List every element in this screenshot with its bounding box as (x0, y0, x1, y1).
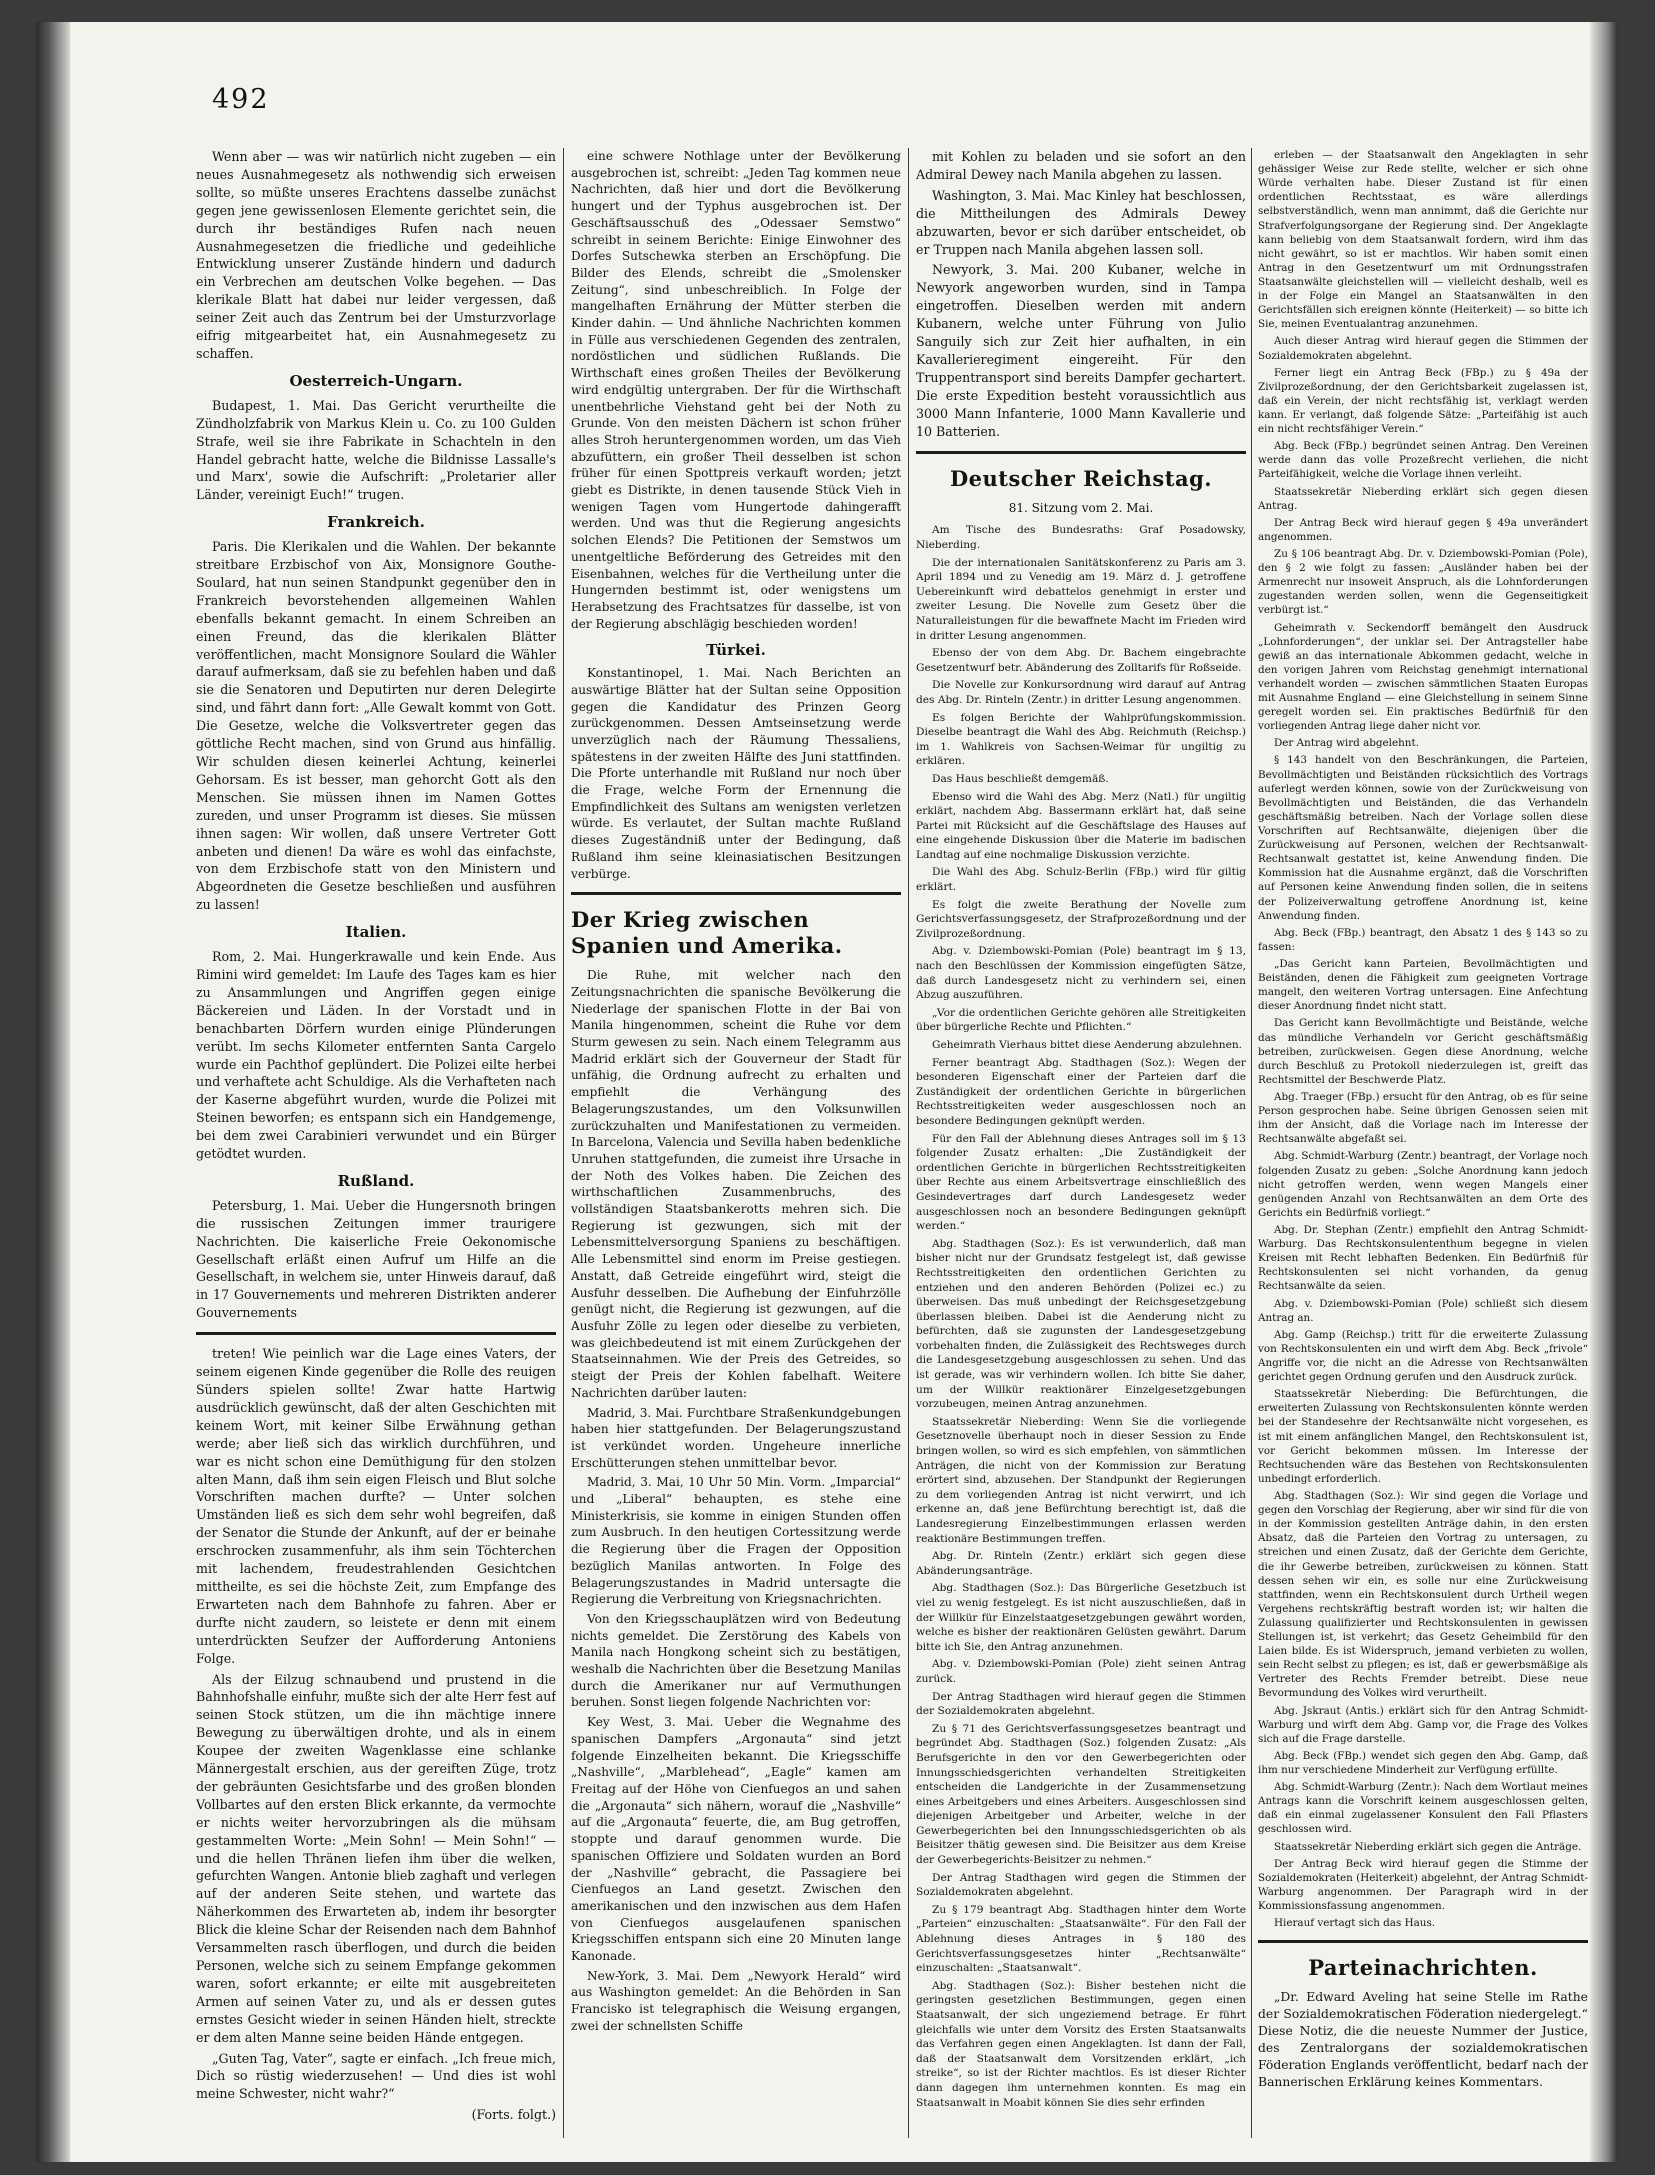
report-paragraph: Abg. Schmidt-Warburg (Zentr.): Nach dem Wortlaut meines Antrags kann die Vorschrift keinem ausgeschlossen gelten, daß ein einmal zugelassener Konsulent den Fall Pflasters geschlossen wird. (1258, 1781, 1588, 1836)
report-paragraph: Abg. Schmidt-Warburg (Zentr.) beantragt, der Vorlage noch folgenden Zusatz zu geben: „Solche Anordnung kann jedoch nicht getroffen werden, wenn wegen Mangels einer genügenden Anzahl von Rechtsanwälten an dem Orte des Gerichts ein Bedürfniß vorliegt.“ (1258, 1150, 1588, 1219)
report-paragraph: Abg. Beck (FBp.) begründet seinen Antrag. Den Vereinen werde dann das volle Prozeßrecht verliehen, die nicht Parteifähigkeit, welche die Vorlage ihnen verleiht. (1258, 440, 1588, 481)
report-paragraph: Hierauf vertagt sich das Haus. (1274, 1917, 1436, 1930)
report-paragraph: Staatssekretär Nieberding erklärt sich gegen diesen Antrag. (1258, 485, 1588, 512)
session-line: 81. Sitzung vom 2. Mai. (1008, 500, 1154, 515)
page-number: 492 (212, 84, 270, 115)
report-paragraph: Abg. Traeger (FBp.) ersucht für den Antrag, ob es für seine Person gesprochen habe. Seine übrigen Genossen seien mit ihm der Ansicht, daß die Vorlage nach im Interesse der Rechtsanwälte abgefaßt sei. (1258, 1091, 1588, 1146)
report-paragraph: Abg. Dr. Rinteln (Zentr.) erklärt sich gegen diese Abänderungsanträge. (916, 1550, 1246, 1577)
report-paragraph: Ebenso der von dem Abg. Dr. Bachem eingebrachte Gesetzentwurf betr. Abänderung des Zolltarifs für Roßseide. (916, 647, 1246, 674)
column-rule (908, 148, 909, 2138)
report-paragraph: Abg. Jskraut (Antis.) erklärt sich für den Antrag Schmidt-Warburg und wirft dem Abg. Gamp vor, die Frage des Volkes sich auf die Frage darstelle. (1258, 1704, 1588, 1745)
column-rule (563, 148, 564, 2138)
column-1 (196, 148, 556, 2138)
report-paragraph: Am Tische des Bundesraths: Graf Posadowsky, Nieberding. (916, 524, 1246, 551)
section-divider (916, 451, 1246, 454)
article-paragraph: Petersburg, 1. Mai. Ueber die Hungersnoth bringen die russischen Zeitungen immer traurigere Nachrichten. Die kaiserliche Freie Oekonomische Gesellschaft erläßt einen Aufruf um Hilfe an die Gesellschaft, in welchem sie, unter Hinweis darauf, daß in 17 Gouvernements und mehreren Distrikten anderer Gouvernements (196, 1197, 556, 1321)
report-paragraph: Abg. Stadthagen (Soz.): Es ist verwunderlich, daß man bisher nicht nur der Grundsatz festgelegt ist, daß gewisse Rechtsstreitigkeiten den ordentlichen Gerichten zu entziehen und den anderen Behörden (Polizei ec.) zu überweisen. Das muß unbedingt der Reichsgesetzgebung überlassen bleiben. Dabei ist die Aenderung nicht zu befürchten, daß sie zugunsten der Landesgesetzgebung vorbehalten finden, die Zulässigkeit des Rechtsweges durch die Landesgesetzgebung ausgeschlossen zu sehen. Und das ist gerade, was wir verhindern wollen. Ich bitte Sie daher, um der Willkür reaktionärer Einzelgesetzgebungen vorzubeugen, meinen Antrag anzunehmen. (916, 1237, 1246, 1411)
report-paragraph: § 143 handelt von den Beschränkungen, die Parteien, Bevollmächtigten und Beiständen rücksichtlich des Vortrags auferlegt werden können, sowie von der Zurückweisung von Bevollmächtigten und Beiständen, die das Verhandeln geschäftsmäßig betreiben. Nach der Vorlage sollen diese Vorschriften auf Rechtsanwälte, diejenigen über die Zurückweisung auf Personen, welchen der Rechtsanwalt-Rechtsanwalt gestattet ist, keine Anwendung finden. Die Kommission hat die Ausnahme ergänzt, daß die Vorschriften auf Personen keine Anwendung finden sollen, die in seitens der Polizeiverwaltung getroffene Anordnung ist, keine Anwendung finden. (1258, 754, 1588, 922)
article-headline: Parteinachrichten. (1308, 1955, 1538, 1981)
article-headline: Der Krieg zwischen Spanien und Amerika. (571, 907, 843, 959)
reichstag-report (916, 523, 1246, 2110)
report-paragraph: Es folgen Berichte der Wahlprüfungskommission. Dieselbe beantragt die Wahl des Abg. Reichmuth (Reichsp.) im 1. Wahlkreis von Sachsen-Weimar für ungiltig zu erklären. (916, 711, 1246, 768)
page-edge-shadow (1590, 22, 1618, 2162)
report-paragraph: Abg. Stadthagen (Soz.): Das Bürgerliche Gesetzbuch ist viel zu wenig festgelegt. Es ist nicht auszuschließen, daß in der Willkür für Einzelstaatgesetzgebungen gewährt worden, welche es bisher der reaktionären Gelüsten gewährt. Darum bitte ich Sie, den Antrag anzunehmen. (916, 1582, 1246, 1653)
article-paragraph: Rom, 2. Mai. Hungerkrawalle und kein Ende. Aus Rimini wird gemeldet: Im Laufe des Tages kam es hier zu Ansammlungen und Angriffen gegen einige Bäckereien und Läden. In der Vorstadt und in benachbarten Dörfern wurden einige Plünderungen verübt. Im sechs Kilometer entfernten Santa Cargelo wurde ein Pachthof geplündert. Die Polizei eilte herbei und verhaftete acht Schuldige. Als die Verhafteten nach der Kaserne abgeführt wurden, wurde die Polizei mit Steinen beworfen; es entspann sich ein Handgemenge, bei dem zwei Carabinieri verwundet und ein Bürger getödtet wurden. (196, 949, 556, 1162)
report-paragraph: Der Antrag Stadthagen wird hierauf gegen die Stimmen der Sozialdemokraten abgelehnt. (916, 1690, 1246, 1718)
report-paragraph: Abg. Dr. Stephan (Zentr.) empfiehlt den Antrag Schmidt-Warburg. Das Rechtskonsulententhum begegne in vielen Kreisen mit Recht lebhaften Bedenken. Ein Bedürfniß für Rechtskonsulenten sei nicht vorhanden, da genug Rechtsanwälte da seien. (1258, 1223, 1588, 1293)
report-paragraph: „Vor die ordentlichen Gerichte gehören alle Streitigkeiten über bürgerliche Rechte und Pflichten.“ (916, 1006, 1246, 1034)
report-paragraph: Der Antrag wird abgelehnt. (1274, 737, 1419, 750)
section-heading: Frankreich. (327, 513, 425, 532)
article-paragraph: Madrid, 3. Mai, 10 Uhr 50 Min. Vorm. „Imparcial“ und „Liberal“ behaupten, es stehe eine Ministerkrisis, sie komme in einigen Stunden offen zum Ausbruch. In den heutigen Cortessitzung werde die Regierung über die Fragen der Opposition bezüglich Manilas antworten. In Folge des Belagerungszustandes in Madrid untersagte die Regierung die Verbreitung von Kriegsnachrichten. (571, 1475, 901, 1607)
report-paragraph: Zu § 71 des Gerichtsverfassungsgesetzes beantragt und begründet Abg. Stadthagen (Soz.) folgenden Zusatz: „Als Berufsgerichte in den vor den Gewerbegerichten oder Innungsschiedsgerichten verhandelten Streitigkeiten entscheiden die Landgerichte in der Zusammensetzung eines Arbeitgebers und eines Arbeiters. Ausgeschlossen sind diejenigen Arbeitgeber und Arbeiter, welche in der Gewerbegerichten bei den Innungsschiedsgerichten ob als Beisitzer thätig gewesen sind. Die Beisitzer aus dem Kreise der Gewerbegerichts-Beisitzer zu nehmen.“ (916, 1722, 1246, 1867)
report-paragraph: „Das Gericht kann Parteien, Bevollmächtigten und Beiständen, denen die Fähigkeit zum geeigneten Vortrage mangelt, den weiteren Vortrag untersagen. Eine Anfechtung dieser Anordnung findet nicht statt. (1258, 958, 1588, 1013)
report-paragraph: Abg. v. Dziembowski-Pomian (Pole) zieht seinen Antrag zurück. (916, 1658, 1246, 1685)
feuilleton-divider (196, 1332, 556, 1335)
report-paragraph: Abg. Beck (FBp.) wendet sich gegen den Abg. Gamp, daß ihm nur verschiedene Minderheit zur Verfügung erfüllte. (1258, 1749, 1588, 1777)
report-paragraph: Abg. v. Dziembowski-Pomian (Pole) beantragt im § 13, nach den Beschlüssen der Kommission eingefügten Sätze, daß durch Landesgesetz nicht zu verhindern sei, einen Abzug auszuführen. (916, 945, 1246, 1002)
article-paragraph: Die Ruhe, mit welcher nach den Zeitungsnachrichten die spanische Bevölkerung die Niederlage der spanischen Flotte in der Bai von Manila hingenommen, scheint die Ruhe vor dem Sturm gewesen zu sein. Nach einem Telegramm aus Madrid erklärt sich der Gouverneur der Stadt für unfähig, die Ordnung aufrecht zu erhalten und empfiehlt die Verhängung des Belagerungszustandes, um den Volksunwillen zurückzuhalten und Manifestationen zu vermeiden. In Barcelona, Valencia und Sevilla haben bedenkliche Unruhen stattgefunden, die zumeist ihre Ursache in der Noth des Volkes haben. Die Zeichen des wirthschaftlichen Zusammenbruchs, des vollständigen Staatsbankerotts mehren sich. Die Regierung ist gezwungen, sich mit der Lebensmittelversorgung Spaniens zu beschäftigen. Alle Lebensmittel sind enorm im Preise gestiegen. Anstatt, daß Getreide eingeführt wird, steigt die Ausfuhr desselben. Die Aufhebung der Einfuhrzölle genügt nicht, die Regierung ist gezwungen, auf die Ausfuhr Zölle zu legen oder dieselbe zu verbieten, was gleichbedeutend ist mit einem Zurückgehen der Staatseinnahmen. Wie der Preis des Getreides, so steigt der Preis der Kohlen fabelhaft. Weitere Nachrichten darüber lauten: (571, 968, 901, 1400)
article-paragraph: Key West, 3. Mai. Ueber die Wegnahme des spanischen Dampfers „Argonauta“ sind jetzt folgende Einzelheiten bekannt. Die Kriegsschiffe „Nashville“, „Marblehead“, „Eagle“ kamen am Freitag auf der Höhe von Cienfuegos an und sahen die „Argonauta“ sich nähern, worauf die „Nashville“ auf die „Argonauta“ feuerte, die, am Bug getroffen, stoppte und darauf genommen wurde. Die spanischen Offiziere und Soldaten wurden an Bord der „Nashville“ gebracht, die Passagiere bei Cienfuegos an Land gesetzt. Zwischen den amerikanischen und den inzwischen aus dem Hafen von Cienfuegos ausgelaufenen spanischen Kriegsschiffen entspann sich eine 20 Minuten lange Kanonade. (571, 1715, 901, 1964)
article-paragraph: Paris. Die Klerikalen und die Wahlen. Der bekannte streitbare Erzbischof von Aix, Monsignore Gouthe-Soulard, hat nun seinen Standpunkt gegenüber den in Frankreich bevorstehenden allgemeinen Wahlen ebenfalls bekannt gemacht. In einem Schreiben an einen Freund, das die klerikalen Blätter veröffentlichen, macht Monsignore Soulard die Wähler darauf aufmerksam, daß sie zu befehlen haben und daß sie die Senatoren und Deputirten nur deren Delegirte sind, und fährt dann fort: „Alle Gewalt kommt von Gott. Die Gesetze, welche die Volksvertreter gegen das göttliche Recht machen, sind von Grund aus hinfällig. Wir schulden diesen keinerlei Achtung, keinerlei Gehorsam. Es ist besser, man gehorcht Gott als den Menschen. Sie müssen ihnen im Namen Gottes zureden, und unser Programm ist dieses. Sie müssen ihnen sagen: Wir wollen, daß unsere Vertreter Gott anbeten und dienen! Da wäre es wohl das einfachste, von dem Erzbischofe statt von den Ministern und Abgeordneten die Gesetze beschließen und ausführen zu lassen! (196, 539, 556, 913)
section-heading: Rußland. (337, 1171, 415, 1190)
article-paragraph: Wenn aber — was wir natürlich nicht zugeben — ein neues Ausnahmegesetz als nothwendig sich erweisen sollte, so müßte unseres Erachtens dasselbe zunächst gegen jene gewissenlosen Elemente gerichtet sein, die durch ihr beständiges Rufen nach neuen Ausnahmegesetzen die friedliche und gedeihliche Entwicklung unserer Zustände hindern und dadurch ein Verbrechen am deutschen Volke begehen. — Das klerikale Blatt hat dabei nur leider vergessen, daß seiner Zeit auch das Zentrum bei der Umsturzvorlage eifrig mitgearbeitet hat, ein Ausnahmegesetz zu schaffen. (196, 149, 556, 361)
continuation-note: (Forts. folgt.) (471, 2107, 556, 2123)
article-paragraph: Budapest, 1. Mai. Das Gericht verurtheilte die Zündholzfabrik von Markus Klein u. Co. zu 100 Gulden Strafe, weil sie ihre Fabrikate in Schachteln in den Handel gebracht hatte, welche die Bildnisse Lassalle's und Marx', sowie die Aufschrift: „Proletarier aller Länder, vereinigt Euch!“ trugen. (196, 397, 556, 503)
feuilleton-paragraph: „Guten Tag, Vater“, sagte er einfach. „Ich freue mich, Dich so rüstig wiederzusehen! — Und dies ist wohl meine Schwester, nicht wahr?“ (196, 2050, 556, 2102)
report-paragraph: Es folgt die zweite Berathung der Novelle zum Gerichtsverfassungsgesetz, der Strafprozeßordnung und der Zivilprozeßordnung. (916, 898, 1246, 940)
column-4 (1258, 148, 1588, 2138)
report-paragraph: Für den Fall der Ablehnung dieses Antrages soll im § 13 folgender Zusatz erhalten: „Die Zuständigkeit der ordentlichen Gerichte in bürgerlichen Rechtsstreitigkeiten über Rechte aus einem Arbeitsvertrage einschließlich des Gesindevertrages darf durch Landesgesetz weder ausgeschlossen noch an besondere Bedingungen geknüpft werden.“ (916, 1132, 1246, 1233)
feuilleton-paragraph: Als der Eilzug schnaubend und prustend in die Bahnhofshalle einfuhr, mußte sich der alte Herr fest auf seinen Stock stützen, um die ihn mächtige innere Bewegung zu überwältigen drohte, und als in einem Koupee der zweiten Wagenklasse eine schlanke Männergestalt erschien, aus der gereiften Züge, trotz der gebräunten Gesichtsfarbe und des großen blonden Vollbartes auf den ersten Blick erkannte, da vermochte er nichts weiter hervorzubringen als die mühsam gestammelten Worte: „Mein Sohn! — Mein Sohn!“ — und die hellen Thränen liefen ihm über die welken, gefurchten Wangen. Antonie blieb zaghaft und verlegen auf der anderen Seite stehen, und wartete das Näherkommen des Erwarteten ab, indem ihr besorgter Blick die kleine Schar der Reisenden nach dem Bahnhof Versammelten rasch überflogen, und durch die beiden Personen, welche sich zu seinem Empfange gekommen waren, sofort erkannte; er eilte mit ausgebreiteten Armen auf seinen Vater zu, und als er dessen gutes ernstes Gesicht wieder in seinen Händen hielt, streckte er dem alten Manne seine beiden Hände entgegen. (196, 1671, 556, 2045)
article-paragraph: „Dr. Edward Aveling hat seine Stelle im Rathe der Sozialdemokratischen Föderation niedergelegt.“ Diese Notiz, die die neueste Nummer der Justice, des Zentralorgans der sozialdemokratischen Föderation Englands veröffentlicht, bedarf nach der Bannerischen Erklärung keines Kommentars. (1258, 1990, 1588, 2090)
report-paragraph: Geheimrath v. Seckendorff bemängelt den Ausdruck „Lohnforderungen“, der unklar sei. Der Antragsteller habe gewiß an das internationale Abkommen gedacht, welche in den vorigen Jahren vom Reichstag genehmigt international verhandelt worden — zwischen sämmtlichen Staaten Europas mit Ausnahme England — eine Gleichstellung in seinem Sinne geregelt worden sei. Ein praktisches Bedürfniß für den vorliegenden Antrag liege daher nicht vor. (1258, 621, 1588, 733)
section-divider (571, 892, 901, 895)
binding-shadow (36, 22, 70, 2162)
report-paragraph: Der Antrag Stadthagen wird gegen die Stimmen der Sozialdemokraten abgelehnt. (916, 1871, 1246, 1899)
article-paragraph: mit Kohlen zu beladen und sie sofort an den Admiral Dewey nach Manila abgehen zu lassen. (916, 149, 1246, 182)
report-paragraph: Staatssekretär Nieberding erklärt sich gegen die Anträge. (1274, 1840, 1582, 1853)
report-paragraph: Die der internationalen Sanitätskonferenz zu Paris am 3. April 1894 und zu Venedig am 19. März d. J. getroffene Uebereinkunft wird debattelos genehmigt in erster und zweiter Lesung. Die Novelle zum Gesetz über die Naturalleistungen für die bewaffnete Macht im Frieden wird in dritter Lesung angenommen. (916, 556, 1246, 642)
report-paragraph: Abg. Stadthagen (Soz.): Wir sind gegen die Vorlage und gegen den Vorschlag der Regierung, aber wir sind für die von in der Kommission gestellten Anträge dahin, in den ersten Absatz, daß die Parteien den Vortrag zu untersagen, zu streichen und einen Zusatz, daß der Gerichte dem Gerichte, die ihr Gewerbe betreiben, zurückweisen zu können. Statt dessen sehen wir ein, es solle nur eine Zurückweisung stattfinden, wenn ein Rechtskonsulent durch Urtheil wegen Vergehens rechtskräftig bestraft worden ist; wir halten die Zulassung qualifizierter und Rechtskonsulenten in gewissen Stellungen ist, ist verkehrt; das Gesetz Geheimbild für den Laien bilde. Es ist Widerspruch, jemand verbieten zu wollen, sein Recht selbst zu pflegen; es ist, daß er gewerbsmäßige als Vertreter des Rechts Fremder betreibt. Diese neue Bevormundung des Volkes wird verurtheilt. (1258, 1489, 1588, 1700)
report-paragraph: Der Antrag Beck wird hierauf gegen § 49a unverändert angenommen. (1258, 516, 1588, 543)
article-paragraph: Konstantinopel, 1. Mai. Nach Berichten an auswärtige Blätter hat der Sultan seine Opposition gegen die Kandidatur des Prinzen Georg zurückgenommen. Dessen Amtseinsetzung werde unverzüglich nach der Räumung Thessaliens, spätestens in der zweiten Hälfte des Juni stattfinden. Die Pforte unterhandle mit Rußland nur noch über die Frage, welche Form der Ernennung die Empfindlichkeit des Sultans am wenigsten verletzen würde. Es verlautet, der Sultan machte Rußland dieses Zugeständniß unter der Bedingung, daß Rußland ihm seine kleinasiatischen Besitzungen verbürge. (571, 666, 901, 881)
report-paragraph: Die Novelle zur Konkursordnung wird darauf auf Antrag des Abg. Dr. Rinteln (Zentr.) in dritter Lesung angenommen. (916, 679, 1246, 706)
reichstag-report-continued (1258, 148, 1588, 1930)
section-heading: Oesterreich-Ungarn. (289, 371, 463, 390)
report-paragraph: erleben — der Staatsanwalt den Angeklagten in sehr gehässiger Weise zur Rede stellte, welcher er sich ohne Würde verhalten habe. Dieser Zustand ist für einen ordentlichen Rechtsstaat, es wäre allerdings selbstverständlich, wenn man annimmt, daß die Gerichte nur Strafverfolgungsorgane der Regierung sind. Der Angeklagte kann beliebig von dem Staatsanwalt fordern, wird ihm das nicht gewährt, so ist er machtlos. Wir haben somit einen Antrag in den Gesetzentwurf um mit Ordnungsstrafen Staatsanwälte gleichstellen will — vielleicht deshalb, weil es in der Folge ein Mangel an Staatsanwälten in den Gerichtsfällen sich ereignen könnte (Heiterkeit) — so bitte ich Sie, meinen Eventualantrag anzunehmen. (1258, 149, 1588, 331)
article-paragraph: New-York, 3. Mai. Dem „Newyork Herald“ wird aus Washington gemeldet: An die Behörden in San Francisko ist telegraphisch die Weisung ergangen, zwei der schnellsten Schiffe (571, 1968, 901, 2033)
report-paragraph: Abg. Stadthagen (Soz.): Bisher bestehen nicht die geringsten gesetzlichen Bestimmungen, gegen einen Staatsanwalt, der sich ungeziemend betrage. Er führt gleichfalls wie unter dem Vorsitz des Ersten Staatsanwalts das Verfahren gegen einen Angeklagten. Ist dann der Fall, daß der Staatsanwalt dem Vorsitzenden erklärt, „ich streike“, so ist der Richter machtlos. Es ist dieser Richter dann dagegen ihm unternehmen konnten. Es mag ein Staatsanwalt in Moabit können Sie dies sehr erfinden (916, 1979, 1246, 2109)
report-paragraph: Abg. Beck (FBp.) beantragt, den Absatz 1 des § 143 so zu fassen: (1258, 926, 1588, 953)
section-heading: Italien. (345, 923, 407, 942)
report-paragraph: Ebenso wird die Wahl des Abg. Merz (Natl.) für ungiltig erklärt, nachdem Abg. Bassermann erklärt hat, daß seine Partei mit Rücksicht auf die Geschäftslage des Hauses auf eine eingehende Diskussion über die Materie im badischen Landtag auf eine nochmalige Diskussion verzichte. (916, 790, 1246, 861)
article-paragraph: Madrid, 3. Mai. Furchtbare Straßenkundgebungen haben hier stattgefunden. Der Belagerungszustand ist verkündet worden. Ungeheure innerliche Erschütterungen stehen unmittelbar bevor. (571, 1405, 901, 1470)
newspaper-page (36, 22, 1618, 2162)
report-paragraph: Die Wahl des Abg. Schulz-Berlin (FBp.) wird für giltig erklärt. (916, 866, 1246, 894)
report-paragraph: Abg. Gamp (Reichsp.) tritt für die erweiterte Zulassung von Rechtskonsulenten ein und wirft dem Abg. Beck „frivole“ Angriffe vor, die nicht an die Adresse von Rechtsanwälten gerichtet gegen Ordnung gerufen und den Ausdruck zurück. (1258, 1328, 1588, 1384)
article-paragraph: Washington, 3. Mai. Mac Kinley hat beschlossen, die Mittheilungen des Admirals Dewey abzuwarten, bevor er sich darüber entscheidet, ob er Truppen nach Manila abgehen lassen soll. (916, 187, 1246, 257)
article-paragraph: Newyork, 3. Mai. 200 Kubaner, welche in Newyork angeworben wurden, sind in Tampa eingetroffen. Dieselben werden mit andern Kubanern, welche unter Führung von Julio Sanguily sich zur Zeit hier aufhalten, in ein Kavallerieregiment eingereiht. Für den Truppentransport sind bereits Dampfer gechartert. Die erste Expedition besteht voraussichtlich aus 3000 Mann Infanterie, 1000 Mann Kavallerie und 10 Batterien. (916, 262, 1246, 439)
report-paragraph: Das Haus beschließt demgemäß. (932, 772, 1109, 785)
report-paragraph: Zu § 179 beantragt Abg. Stadthagen hinter dem Worte „Parteien“ einzuschalten: „Staatsanwälte“. Für den Fall der Ablehnung dieses Antrages in § 180 des Gerichtsverfassungsgesetzes hinter „Rechtsanwälte“ einzuschalten: „Staatsanwalt“. (916, 1903, 1246, 1975)
report-paragraph: Das Gericht kann Bevollmächtigte und Beistände, welche das mündliche Verhandeln vor Gericht geschäftsmäßig betreiben, zurückweisen. Gegen diese Anordnung, welche durch Beschluß zu Protokoll niederzulegen ist, greift das Rechtsmittel der Beschwerde Platz. (1258, 1017, 1588, 1086)
report-paragraph: Ferner beantragt Abg. Stadthagen (Soz.): Wegen der besonderen Eigenschaft einer der Parteien darf die Zuständigkeit der ordentlichen Gerichte in bürgerlichen Rechtsstreitigkeiten weder ausgeschlossen noch an besondere Bedingungen geknüpft werden. (916, 1056, 1246, 1127)
report-paragraph: Zu § 106 beantragt Abg. Dr. v. Dziembowski-Pomian (Pole), den § 2 wie folgt zu fassen: „Ausländer haben bei der Armenrecht nur insoweit Anspruch, als die Lohnforderungen zugestanden werden sollen, wenn die Gegenseitigkeit verbürgt ist.“ (1258, 547, 1588, 617)
article-headline: Deutscher Reichstag. (949, 465, 1213, 491)
report-paragraph: Staatssekretär Nieberding: Die Befürchtungen, die erweiterten Zulassung von Rechtskonsulenten könnte werden bei der Standesehre der Rechtsanwälte nicht vorgesehen, es ist mit einem anfänglichen Mangel, den Rechtskonsulent ist, vor Gericht bekommen müssen. Im Interesse der Rechtsuchenden wäre das Bestehen von Rechtskonsulenten unbedingt erforderlich. (1258, 1388, 1588, 1485)
section-divider (1258, 1940, 1588, 1943)
report-paragraph: Abg. v. Dziembowski-Pomian (Pole) schließt sich diesem Antrag an. (1258, 1297, 1588, 1324)
column-rule (1251, 148, 1252, 2138)
report-paragraph: Geheimrath Vierhaus bittet diese Aenderung abzulehnen. (932, 1039, 1243, 1051)
report-paragraph: Auch dieser Antrag wird hierauf gegen die Stimmen der Sozialdemokraten abgelehnt. (1258, 335, 1588, 362)
article-paragraph: Von den Kriegsschauplätzen wird von Bedeutung nichts gemeldet. Die Zerstörung des Kabels von Manila nach Hongkong scheint sich zu bestätigen, weshalb die Nachrichten über die Besetzung Manilas durch die Amerikaner nur auf Vermuthungen beruhen. Sonst liegen folgende Nachrichten vor: (571, 1611, 901, 1710)
feuilleton-paragraph: treten! Wie peinlich war die Lage eines Vaters, der seinem eigenen Kinde gegenüber die Rolle des reuigen Sünders spielen sollte! Zwar hatte Hartwig ausdrücklich gewünscht, daß der alten Geschichten mit keinem Wort, mit keiner Silbe Erwähnung gethan werde; aber ließ sich das wirklich durchführen, und war es nicht schon eine Demüthigung für den stolzen alten Mann, daß ihm sein eigen Fleisch und Blut solche Vorschriften machen durfte? — Unter solchen Umständen ließ es sich dem sehr wohl begreifen, daß der Senator die Stunde der Ankunft, auf der er beinahe erschrocken zusammenfuhr, als ihm sein Töchterchen mit lachendem, freudestrahlenden Gesichtchen mittheilte, es sei die höchste Zeit, zum Empfange des Erwarteten nach dem Bahnhofe zu fahren. Aber er durfte nicht zaudern, so leistete er denn mit einem unterdrückten Seufzer der Aufforderung Antoniens Folge. (196, 1346, 556, 1666)
column-3 (916, 148, 1246, 2138)
section-heading: Türkei. (706, 641, 766, 660)
report-paragraph: Der Antrag Beck wird hierauf gegen die Stimme der Sozialdemokraten (Heiterkeit) abgelehnt, der Antrag Schmidt-Warburg angenommen. Der Paragraph wird in der Kommissionsfassung angenommen. (1258, 1857, 1588, 1913)
column-2 (571, 148, 901, 2138)
report-paragraph: Ferner liegt ein Antrag Beck (FBp.) zu § 49a der Zivilprozeßordnung, der den Gerichtsbarkeit zugelassen ist, daß ein Verein, der nicht rechtsfähig ist, verklagt werden kann. Er verlangt, daß folgende Sätze: „Parteifähig ist auch ein nicht rechtsfähiger Verein.“ (1258, 366, 1588, 436)
report-paragraph: Staatssekretär Nieberding: Wenn Sie die vorliegende Gesetznovelle überhaupt noch in dieser Session zu Ende bringen wollen, so wird es sich empfehlen, von sämmtlichen Anträgen, die nicht von der Kommission zur Beratung erörtert sind, abzusehen. Der Standpunkt der Regierungen zu dem vorliegenden Antrag ist nicht verwirrt, und ich erkenne an, daß jene Befürchtung berechtigt ist, daß die Landesregierung Einzelbestimmungen erlassen werden reaktionäre Bestimmungen treffen. (916, 1415, 1246, 1545)
article-paragraph: eine schwere Nothlage unter der Bevölkerung ausgebrochen ist, schreibt: „Jeden Tag kommen neue Nachrichten, daß hier und dort die Bevölkerung hungert und der Typhus ausgebrochen ist. Der Geschäftsausschuß des „Odessaer Semstwo“ schreibt in seinem Berichte: Einige Einwohner des Dorfes Sutschewka sterben an Erschöpfung. Die Bilder des Elends, schreibt die „Smolensker Zeitung“, sind unbeschreiblich. In Folge der mangelhaften Ernährung der Mütter sterben die Kinder dahin. — Und ähnliche Nachrichten kommen in Fülle aus verschiedenen Gegenden des zentralen, nordöstlichen und südlichen Rußlands. Die Wirthschaft eines großen Theiles der Bevölkerung wird endgültig untergraben. Der für die Wirthschaft unentbehrliche Viehstand geht bei der Noth zu Grunde. Von den meisten Dächern ist schon früher alles Stroh heruntergenommen worden, um das Vieh abzufüttern, ein großer Theil desselben ist schon früher für einen Spottpreis verkauft worden; jetzt giebt es Distrikte, in denen tausende Stück Vieh in wenigen Tagen vom Hungertode dahingerafft werden. Und was thut die Regierung angesichts solchen Elends? Die Petitionen der Semstwos um unentgeltliche Beförderung des Getreides mit den Eisenbahnen, welches für die Vertheilung unter die Hungernden bestimmt ist, oder wenigstens um Herabsetzung des Frachtsatzes für dasselbe, ist von der Regierung abschlägig beschieden worden! (571, 149, 901, 631)
